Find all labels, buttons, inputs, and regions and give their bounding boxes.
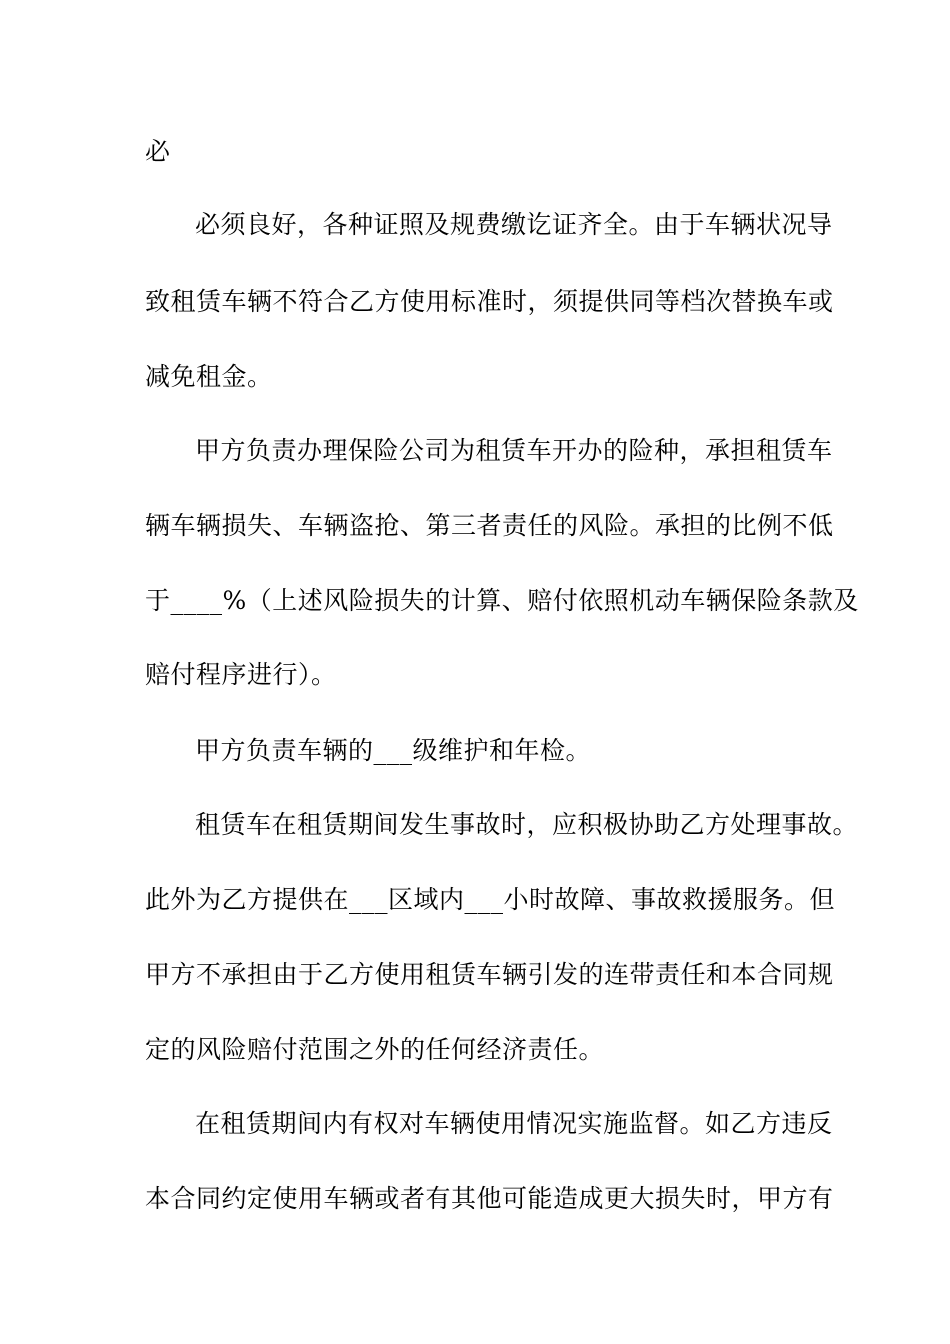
text-line: 赔付程序进行）。 xyxy=(145,660,337,689)
text-line: 致租赁车辆不符合乙方使用标准时，须提供同等档次替换车或 xyxy=(145,287,834,316)
text-line: 定的风险赔付范围之外的任何经济责任。 xyxy=(145,1035,605,1064)
paragraph-line: 租赁车在租赁期间发生事故时，应积极协助乙方处理事故。 xyxy=(195,810,859,839)
text-line: 减免租金。 xyxy=(145,362,273,391)
paragraph-line: 甲方负责车辆的___级维护和年检。 xyxy=(195,736,592,765)
text-line: 于____%（上述风险损失的计算、赔付依照机动车辆保险条款及 xyxy=(145,586,859,615)
paragraph-line: 必须良好，各种证照及规费缴讫证齐全。由于车辆状况导 xyxy=(195,210,833,239)
text-line: 甲方不承担由于乙方使用租赁车辆引发的连带责任和本合同规 xyxy=(145,960,834,989)
text-line: 本合同约定使用车辆或者有其他可能造成更大损失时，甲方有 xyxy=(145,1184,834,1213)
paragraph-line: 甲方负责办理保险公司为租赁车开办的险种，承担租赁车 xyxy=(195,436,833,465)
text-line: 必 xyxy=(145,137,171,166)
paragraph-line: 在租赁期间内有权对车辆使用情况实施监督。如乙方违反 xyxy=(195,1109,833,1138)
text-line: 辆车辆损失、车辆盗抢、第三者责任的风险。承担的比例不低 xyxy=(145,511,834,540)
text-line: 此外为乙方提供在___区域内___小时故障、事故救援服务。但 xyxy=(145,885,836,914)
